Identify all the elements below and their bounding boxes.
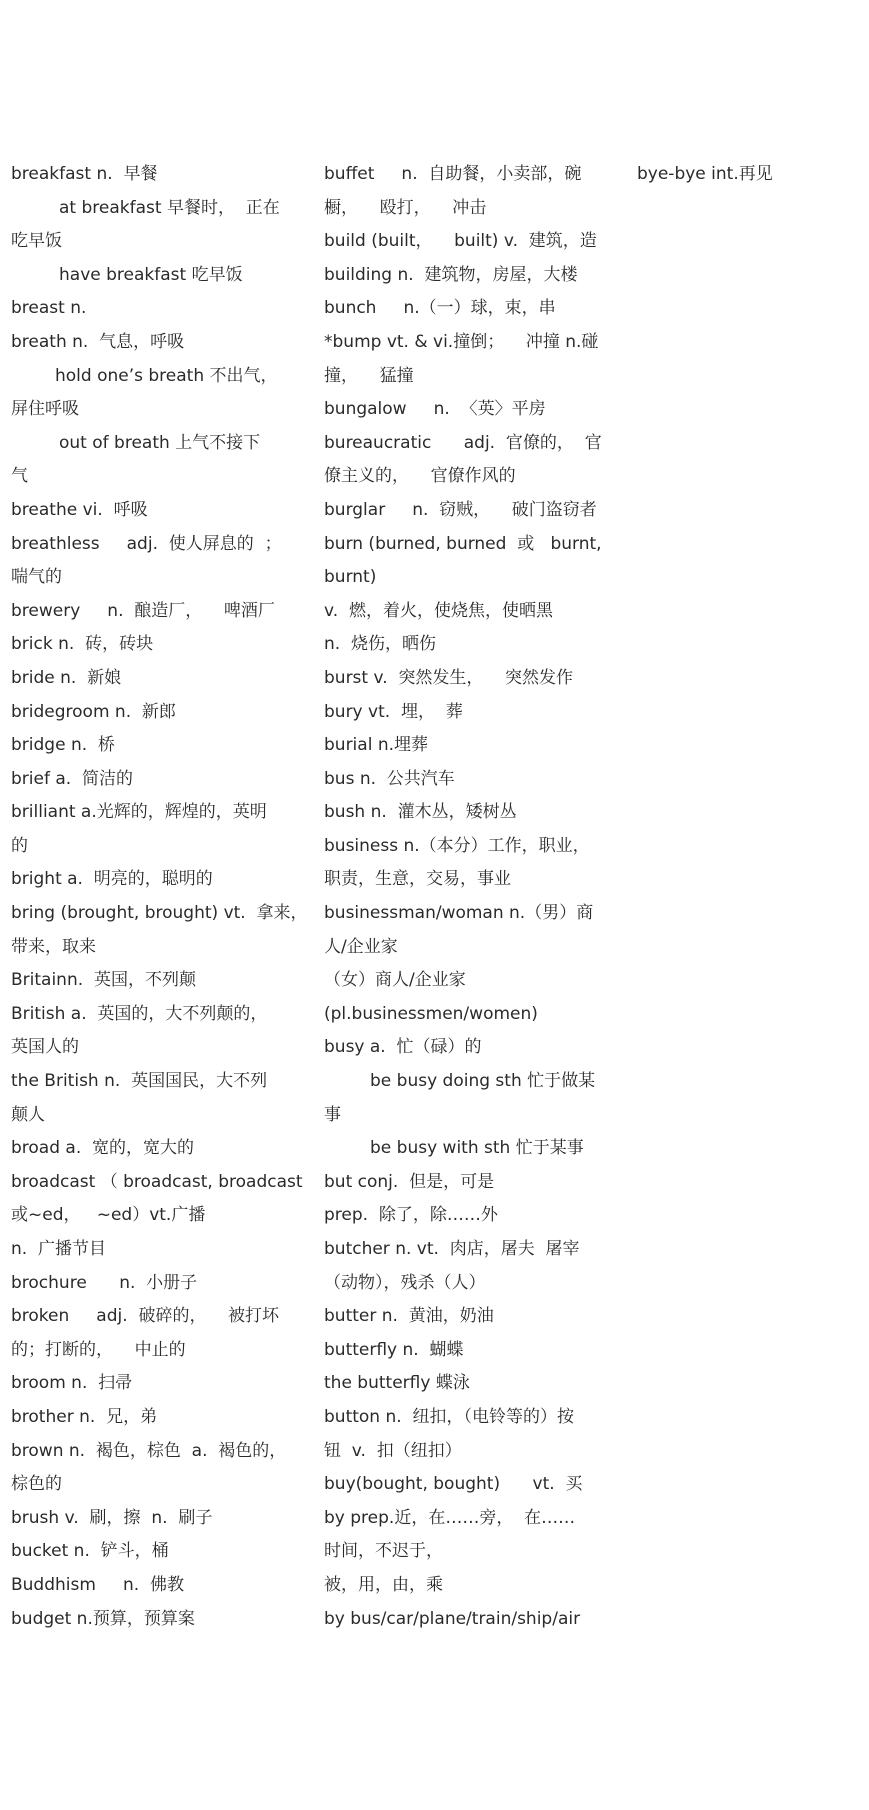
- vocab-line: 僚主义的， 官僚作风的: [324, 466, 516, 487]
- vocab-line: the British n. 英国国民，大不列: [11, 1071, 268, 1092]
- vocab-line: bungalow n. 〈英〉平房: [324, 399, 546, 420]
- vocab-line: bucket n. 铲斗，桶: [11, 1541, 169, 1562]
- vocab-line: burial n.埋葬: [324, 735, 429, 756]
- vocab-line: building n. 建筑物，房屋，大楼: [324, 264, 578, 285]
- vocab-line: 职责，生意，交易，事业: [324, 869, 511, 890]
- vocab-line: 棕色的: [11, 1474, 62, 1495]
- vocab-line: businessman/woman n.（男）商: [324, 903, 594, 924]
- vocab-line: brilliant a.光辉的，辉煌的，英明: [11, 802, 267, 823]
- vocab-line: brother n. 兄，弟: [11, 1406, 158, 1427]
- vocab-line: butcher n. vt. 肉店，屠夫 屠宰: [324, 1239, 580, 1259]
- vocab-line: 英国人的: [11, 1037, 79, 1058]
- vocab-line: 屏住呼吸: [11, 399, 79, 420]
- vocab-line: brewery n. 酿造厂， 啤酒厂: [11, 600, 275, 621]
- vocab-line: be busy with sth 忙于某事: [370, 1138, 584, 1159]
- vocab-line: 或~ed， ~ed）vt.广播: [11, 1205, 206, 1226]
- vocab-line: prep. 除了，除……外: [324, 1205, 498, 1226]
- vocab-line: brush v. 刷，擦 n. 刷子: [11, 1507, 213, 1528]
- vocab-line: 橱， 殴打， 冲击: [324, 197, 487, 218]
- vocab-line: v. 燃，着火，使烧焦，使晒黑: [324, 600, 553, 621]
- vocab-line: brief a. 简洁的: [11, 768, 133, 789]
- vocab-line: 的；打断的， 中止的: [11, 1339, 186, 1360]
- vocab-line: business n.（本分）工作，职业，: [324, 835, 590, 856]
- vocab-line: *bump vt. & vi.撞倒； 冲撞 n.碰: [324, 331, 599, 352]
- vocab-line: breakfast n. 早餐: [11, 164, 158, 184]
- vocab-line: breathe vi. 呼吸: [11, 499, 148, 520]
- vocab-line: busy a. 忙（碌）的: [324, 1037, 482, 1058]
- vocab-line: breast n.: [11, 298, 87, 319]
- vocab-line: 撞， 猛撞: [324, 365, 414, 386]
- vocab-line: bright a. 明亮的，聪明的: [11, 869, 213, 890]
- vocab-line: 人/企业家: [324, 936, 398, 957]
- vocab-line: bury vt. 埋， 葬: [324, 701, 463, 722]
- vocab-line: bunch n.（一）球，束，串: [324, 298, 556, 319]
- vocab-line: build (built， built) v. 建筑，造: [324, 231, 597, 252]
- vocab-line: bridegroom n. 新郎: [11, 701, 176, 722]
- vocab-line: (pl.businessmen/women): [324, 1003, 538, 1024]
- vocab-line: by prep.近，在……旁， 在……: [324, 1507, 576, 1528]
- vocab-line: （动物），残杀（人）: [324, 1272, 486, 1293]
- vocab-line: bus n. 公共汽车: [324, 768, 455, 789]
- vocab-line: 吃早饭: [11, 231, 62, 252]
- vocab-line: 喘气的: [11, 567, 62, 588]
- vocab-line: bye-bye int.再见: [637, 164, 773, 184]
- vocab-line: at breakfast 早餐时， 正在: [59, 197, 280, 218]
- vocab-line: be busy doing sth 忙于做某: [370, 1071, 596, 1092]
- vocab-line: burst v. 突然发生， 突然发作: [324, 667, 574, 688]
- vocab-line: 颠人: [11, 1104, 45, 1125]
- vocab-line: 被，用，由，乘: [324, 1574, 443, 1595]
- column-1: [11, 158, 308, 1636]
- vocab-line: 的: [11, 835, 28, 856]
- vocab-line: broadcast （ broadcast, broadcast: [11, 1171, 303, 1192]
- vocab-line: buffet n. 自助餐，小卖部，碗: [324, 164, 582, 184]
- vocab-line: bride n. 新娘: [11, 667, 122, 688]
- vocab-line: butterfly n. 蝴蝶: [324, 1339, 464, 1360]
- vocab-line: but conj. 但是，可是: [324, 1171, 495, 1192]
- vocab-line: hold one’s breath 不出气，: [55, 365, 278, 386]
- vocab-line: bush n. 灌木丛，矮树丛: [324, 802, 517, 823]
- vocab-line: broom n. 扫帚: [11, 1373, 133, 1394]
- vocab-line: brick n. 砖，砖块: [11, 634, 154, 655]
- vocab-line: by bus/car/plane/train/ship/air: [324, 1608, 581, 1629]
- vocab-line: breathless adj. 使人屏息的 ；: [11, 533, 282, 554]
- vocab-line: bring (brought, brought) vt. 拿来，: [11, 903, 308, 924]
- vocab-line: Britainn. 英国，不列颠: [11, 970, 196, 991]
- vocab-line: 事: [324, 1104, 341, 1125]
- vocab-line: brown n. 褐色，棕色 a. 褐色的，: [11, 1440, 287, 1461]
- vocab-line: 钮 v. 扣（纽扣）: [324, 1440, 462, 1461]
- column-3: [637, 158, 857, 192]
- vocab-line: burn (burned, burned 或 burnt,: [324, 533, 602, 554]
- column-2: [324, 158, 604, 1636]
- vocab-line: burnt): [324, 567, 377, 588]
- vocab-line: （女）商人/企业家: [324, 970, 466, 991]
- vocab-line: Buddhism n. 佛教: [11, 1574, 184, 1595]
- vocab-line: n. 广播节目: [11, 1239, 106, 1259]
- vocab-line: buy(bought, bought) vt. 买: [324, 1474, 583, 1495]
- vocab-line: bridge n. 桥: [11, 735, 115, 756]
- vocab-line: broken adj. 破碎的， 被打坏: [11, 1306, 280, 1327]
- vocab-line: burglar n. 窃贼， 破门盗窃者: [324, 499, 597, 520]
- vocab-line: budget n.预算，预算案: [11, 1608, 195, 1629]
- vocab-line: breath n. 气息，呼吸: [11, 331, 185, 352]
- vocab-line: British a. 英国的，大不列颠的，: [11, 1003, 268, 1024]
- vocab-line: 气: [11, 466, 28, 487]
- vocab-line: button n. 纽扣，（电铃等的）按: [324, 1406, 574, 1427]
- vocab-line: have breakfast 吃早饭: [59, 264, 243, 285]
- vocab-line: n. 烧伤，晒伤: [324, 634, 436, 655]
- vocab-line: the butterfly 蝶泳: [324, 1373, 470, 1394]
- vocab-line: broad a. 宽的，宽大的: [11, 1138, 195, 1159]
- vocab-line: 带来，取来: [11, 936, 96, 957]
- vocab-line: out of breath 上气不接下: [59, 432, 261, 453]
- vocab-line: 时间，不迟于，: [324, 1541, 443, 1562]
- vocab-line: brochure n. 小册子: [11, 1272, 198, 1293]
- vocab-line: butter n. 黄油，奶油: [324, 1306, 494, 1327]
- vocab-line: bureaucratic adj. 官僚的， 官: [324, 432, 602, 453]
